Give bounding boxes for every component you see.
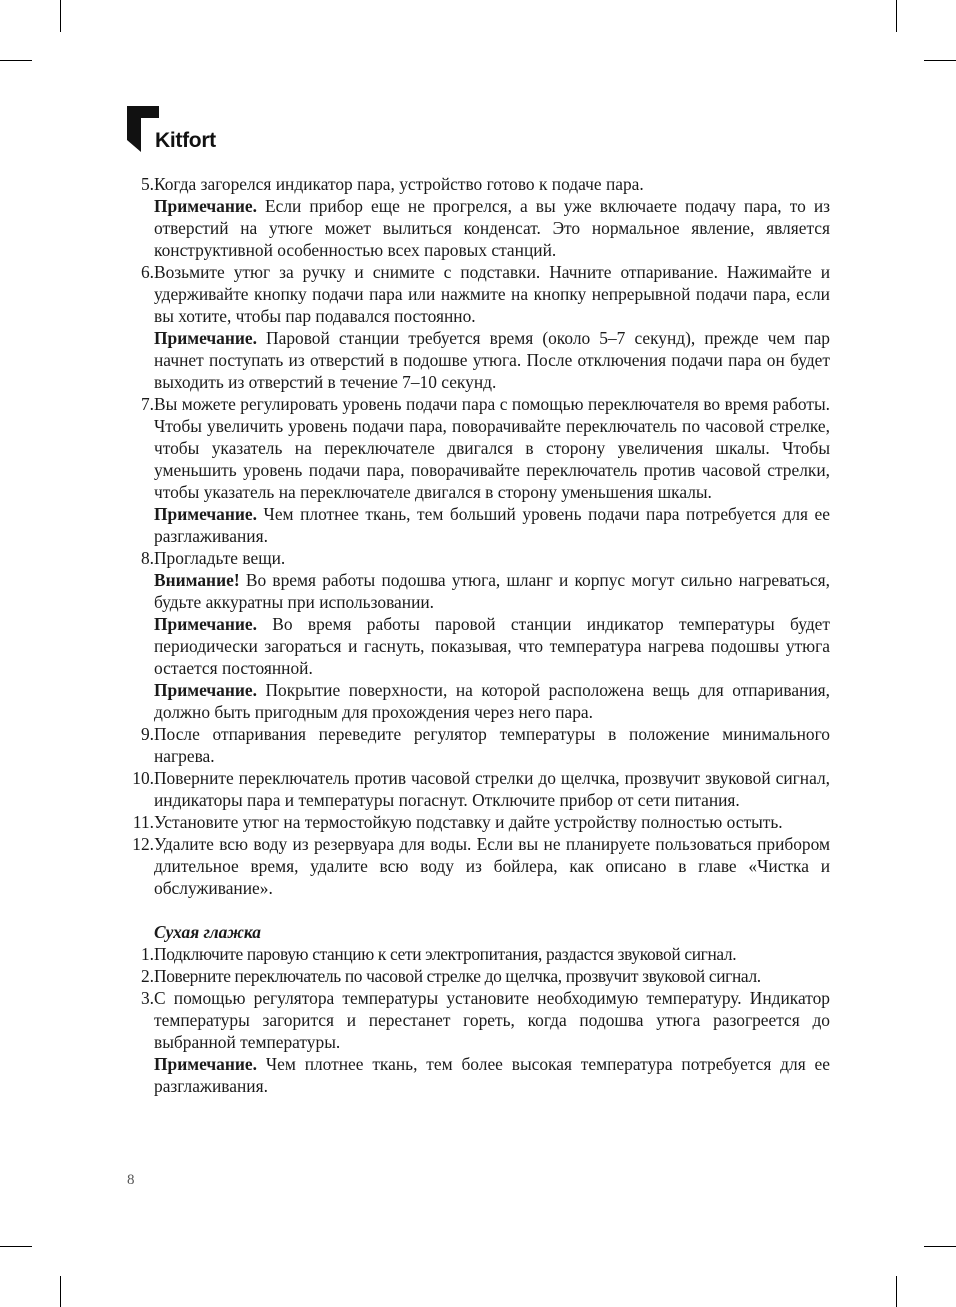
list-item-number: 2. [140, 966, 154, 986]
list-item [118, 261, 830, 393]
note-label: Внимание! [154, 570, 240, 590]
crop-mark [0, 60, 32, 61]
list-item-body [154, 943, 830, 965]
dry-ironing-list [118, 943, 830, 1097]
list-item [118, 943, 830, 965]
note [154, 1053, 830, 1097]
list-item-number: 1. [140, 944, 154, 964]
list-item-body [154, 833, 830, 899]
list-item [118, 393, 830, 547]
list-item-text: Установите утюг на термостойкую подставку и дайте устройству полностью остыть. [154, 812, 783, 832]
note-label: Примечание. [154, 1054, 257, 1074]
crop-mark [896, 0, 897, 32]
list-item [118, 987, 830, 1097]
crop-mark [924, 60, 956, 61]
list-item-number: 10. [132, 768, 154, 788]
list-item-body [154, 173, 830, 261]
list-item-body [154, 811, 830, 833]
note [154, 569, 830, 613]
list-item-number: 3. [140, 988, 154, 1008]
list-item-text: Вы можете регулировать уровень подачи пара с помощью переключателя во время работы. Чтобы увеличить уровень подачи пара, поворачивайте переключатель по часовой стрелке, чтобы указатель на переключателе двигался в сторону увеличения шкалы. Чтобы уменьшить уровень подачи пара, поворачивайте переключатель против часовой стрелки, чтобы указатель на переключателе двигался в сторону уменьшения шкалы. [154, 394, 830, 502]
list-item-body [154, 261, 830, 393]
list-item-text: После отпаривания переведите регулятор температуры в положение минимального нагрева. [154, 724, 830, 766]
list-item-body [154, 767, 830, 811]
crop-mark [924, 1246, 956, 1247]
brand-name: Kitfort [155, 129, 216, 152]
list-item [118, 173, 830, 261]
list-item-text: Поверните переключатель по часовой стрелке до щелчка, прозвучит звуковой сигнал. [154, 966, 761, 986]
list-item-body [154, 393, 830, 547]
crop-mark [60, 0, 61, 32]
page-number: 8 [127, 1172, 135, 1188]
list-item-text: Поверните переключатель против часовой стрелки до щелчка, прозвучит звуковой сигнал, индикаторы пара и температуры погаснут. Отключите прибор от сети питания. [154, 768, 830, 810]
list-item-body [154, 965, 830, 987]
note-text: Паровой станции требуется время (около 5–7 секунд), прежде чем пар начнет поступать из отверстий в подошве утюга. После отключения подачи пара он будет выходить из отверстий в течение 7–10 секунд. [154, 328, 830, 392]
list-item-number: 12. [132, 834, 154, 854]
crop-mark [60, 1276, 61, 1307]
list-item-text: Удалите всю воду из резервуара для воды. Если вы не планируете пользоваться прибором длительное время, удалите всю воду из бойлера, как описано в главе «Чистка и обслуживание». [154, 834, 830, 898]
list-item-text: Возьмите утюг за ручку и снимите с подставки. Начните отпаривание. Нажимайте и удерживайте кнопку подачи пара или нажмите на кнопку непрерывной подачи пара, если вы хотите, чтобы пар подавался постоянно. [154, 262, 830, 326]
list-item-text: Подключите паровую станцию к сети электропитания, раздастся звуковой сигнал. [154, 944, 737, 964]
note-text: Покрытие поверхности, на которой расположена вещь для отпаривания, должно быть пригодным для прохождения через него пара. [154, 680, 830, 722]
note-label: Примечание. [154, 504, 257, 524]
list-item [118, 547, 830, 723]
note [154, 503, 830, 547]
list-item [118, 833, 830, 899]
list-item-number: 6. [140, 262, 154, 282]
note [154, 195, 830, 261]
note-text: Во время работы подошва утюга, шланг и корпус могут сильно нагреваться, будьте аккуратны при использовании. [154, 570, 830, 612]
list-item-text: Когда загорелся индикатор пара, устройство готово к подаче пара. [154, 174, 644, 194]
note-label: Примечание. [154, 328, 257, 348]
note [154, 327, 830, 393]
list-item-body [154, 547, 830, 723]
note-text: Если прибор еще не прогрелся, а вы уже включаете подачу пара, то из отверстий на утюге может вылиться конденсат. Это нормальное явление, является конструктивной особенностью всех паровых станций. [154, 196, 830, 260]
note-text: Чем плотнее ткань, тем более высокая температура потребуется для ее разглаживания. [154, 1054, 830, 1096]
document-body [118, 173, 830, 1097]
list-item-body [154, 723, 830, 767]
list-item-number: 7. [140, 394, 154, 414]
note-label: Примечание. [154, 614, 257, 634]
list-item [118, 811, 830, 833]
note-text: Чем плотнее ткань, тем больший уровень подачи пара потребуется для ее разглаживания. [154, 504, 830, 546]
note-label: Примечание. [154, 196, 257, 216]
note-text: Во время работы паровой станции индикатор температуры будет периодически загораться и гаснуть, показывая, что температура нагрева подошвы утюга остается постоянной. [154, 614, 830, 678]
steam-instructions-list [118, 173, 830, 899]
note-label: Примечание. [154, 680, 257, 700]
note [154, 679, 830, 723]
list-item-number: 5. [140, 174, 154, 194]
list-item [118, 965, 830, 987]
list-item [118, 723, 830, 767]
list-item [118, 767, 830, 811]
list-item-body [154, 987, 830, 1097]
crop-mark [0, 1246, 32, 1247]
list-item-text: С помощью регулятора температуры установите необходимую температуру. Индикатор температуры загорится и перестанет гореть, когда подошва утюга разогреется до выбранной температуры. [154, 988, 830, 1052]
list-item-number: 8. [140, 548, 154, 568]
note [154, 613, 830, 679]
list-item-number: 9. [140, 724, 154, 744]
section-title-dry-ironing: Сухая глажка [154, 922, 262, 942]
list-item-number: 11. [132, 812, 154, 832]
list-item-text: Прогладьте вещи. [154, 548, 286, 568]
crop-mark [896, 1276, 897, 1307]
